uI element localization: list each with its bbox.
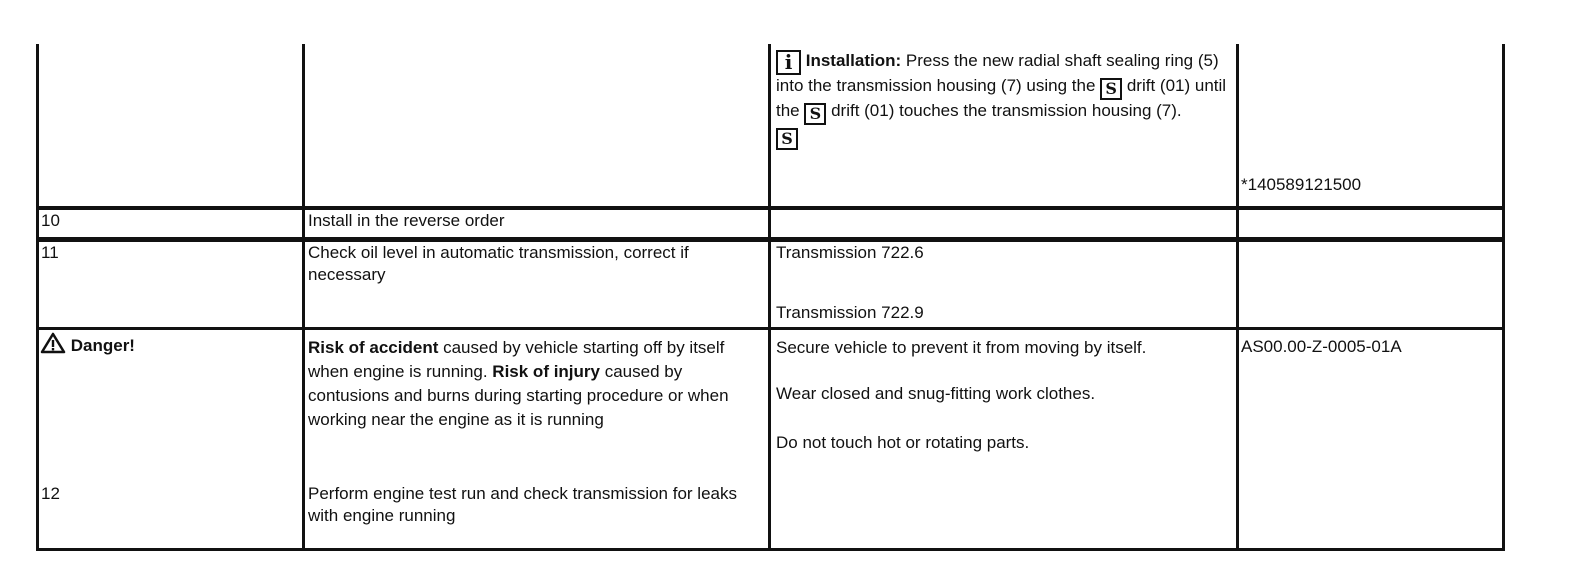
instruction-text: drift (01) touches the transmission housing (7). [826,101,1182,120]
column-divider-2 [768,44,771,551]
risk-text: caused by contusions and burns during starting procedure or when working near the engine as it is running [308,362,729,429]
tool-icon: S [804,103,826,125]
column-divider-1 [302,44,305,551]
step-10-text: Install in the reverse order [308,211,505,230]
info-icon: i [776,50,801,75]
risk-accident-label: Risk of accident [308,338,439,357]
step-number-12: 12 [41,484,60,503]
step-number-11: 11 [41,243,59,262]
table-border-left [36,44,39,551]
safety-measure-1: Secure vehicle to prevent it from moving by itself. [776,338,1147,357]
table-border-bottom [36,548,1505,551]
safety-measure-3: Do not touch hot or rotating parts. [776,433,1030,452]
risk-text: caused by vehicle starting off by itself when engine is running. [308,338,725,381]
risk-injury-label: Risk of injury [492,362,600,381]
instruction-text: Press the new radial shaft sealing ring (5) into the transmission housing (7) using the [776,51,1219,95]
instruction-text: drift (01) until the [776,76,1227,120]
safety-measure-2: Wear closed and snug-fitting work clothes. [776,384,1096,403]
table-border-right [1502,44,1505,551]
tool-icon: S [1100,78,1122,100]
danger-label [40,332,135,357]
installation-label: Installation: [805,51,902,70]
warning-triangle-icon [40,332,66,354]
transmission-722-6: Transmission 722.6 [776,243,924,262]
installation-reference: *140589121500 [1241,175,1362,194]
step-number-10: 10 [41,211,60,230]
danger-text: Danger! [70,336,135,355]
row-divider [36,327,1505,330]
risk-description [308,336,762,432]
row-divider [36,206,1505,210]
installation-instruction [776,50,1228,150]
column-divider-3 [1236,44,1239,551]
row-divider [36,237,1505,242]
transmission-722-9: Transmission 722.9 [776,303,924,322]
step-11-text: Check oil level in automatic transmission, correct if necessary [308,243,689,284]
danger-reference: AS00.00-Z-0005-01A [1241,337,1402,356]
tool-icon: S [776,128,798,150]
step-12-text: Perform engine test run and check transmission for leaks with engine running [308,484,737,525]
